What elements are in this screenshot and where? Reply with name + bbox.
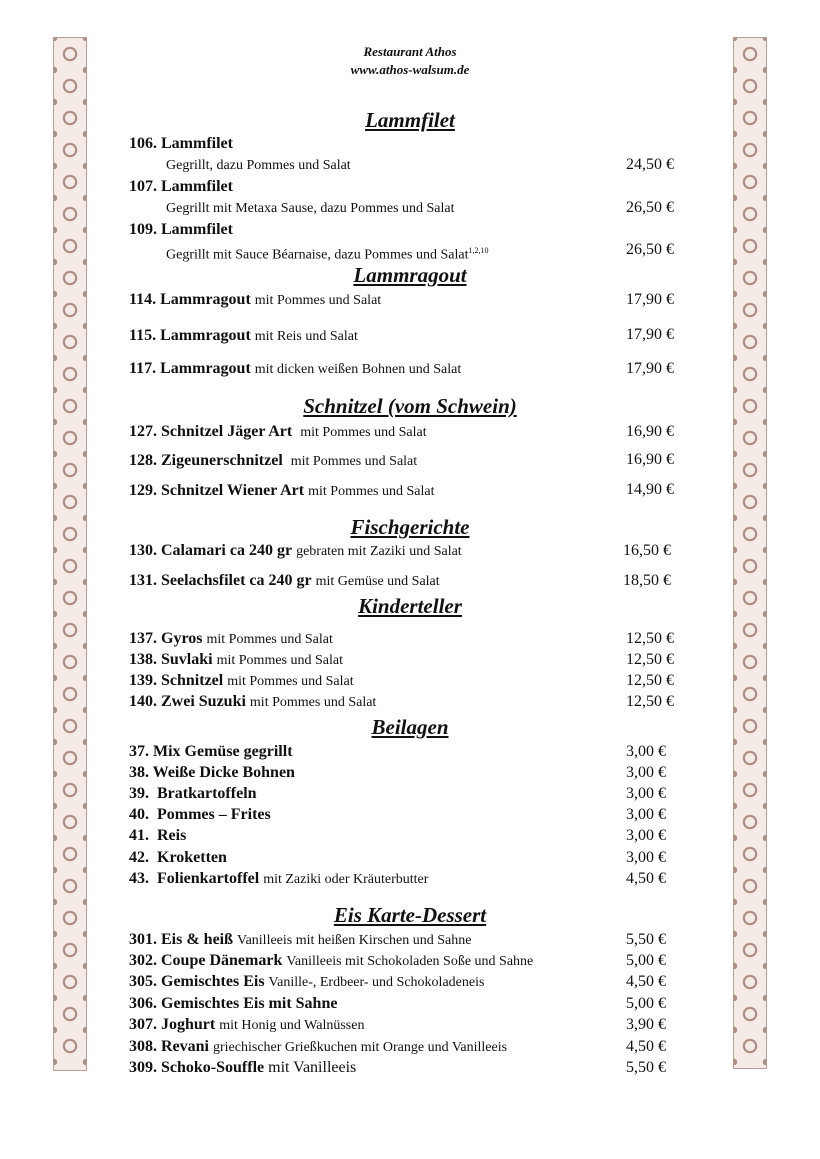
item-name: 127. Schnitzel Jäger Art	[129, 423, 293, 440]
item-price: 4,50 €	[626, 973, 666, 990]
item-name: 307. Joghurt	[129, 1016, 216, 1033]
item-name: 306. Gemischtes Eis mit Sahne	[129, 995, 338, 1012]
section-title-kinderteller: Kinderteller	[358, 594, 462, 618]
item-price: 4,50 €	[626, 1038, 666, 1055]
menu-item-127	[129, 422, 609, 443]
menu-item-117	[129, 359, 609, 380]
item-price: 3,00 €	[626, 849, 666, 866]
item-description: mit Pommes und Salat	[254, 293, 382, 308]
menu-item-305	[129, 972, 609, 993]
item-price: 14,90 €	[626, 481, 674, 498]
item-name: 309. Schoko-Souffle	[129, 1059, 265, 1076]
menu-item-139	[129, 671, 609, 692]
item-description: mit Pommes und Salat	[216, 653, 343, 668]
item-description: mit Gemüse und Salat	[315, 574, 440, 589]
restaurant-website: www.athos-walsum.de	[350, 62, 470, 77]
item-price: 3,00 €	[626, 764, 666, 781]
menu-item-42	[129, 848, 609, 868]
item-name: 130. Calamari ca 240 gr	[129, 542, 293, 559]
item-name: 308. Revani	[129, 1038, 209, 1055]
item-price: 5,00 €	[626, 952, 666, 969]
menu-item-138	[129, 650, 609, 671]
section-title-schnitzel: Schnitzel (vom Schwein)	[303, 394, 517, 418]
item-description: mit Pommes und Salat	[206, 632, 333, 647]
item-price: 12,50 €	[626, 630, 674, 647]
menu-item-302	[129, 951, 609, 972]
item-description: mit Zaziki oder Kräuterbutter	[263, 872, 429, 887]
item-price: 5,50 €	[626, 1059, 666, 1076]
menu-item-306	[129, 994, 609, 1014]
item-description: Gegrillt, dazu Pommes und Salat	[166, 158, 351, 173]
item-price: 18,50 €	[623, 572, 671, 589]
menu-item-37	[129, 742, 609, 762]
item-name: 39. Bratkartoffeln	[129, 785, 257, 802]
item-price: 16,90 €	[626, 451, 674, 468]
item-price: 17,90 €	[626, 291, 674, 308]
section-title-fischgerichte: Fischgerichte	[350, 515, 470, 539]
section-title-beilagen: Beilagen	[371, 715, 449, 739]
item-name: 40. Pommes – Frites	[129, 806, 271, 823]
item-price: 3,00 €	[626, 827, 666, 844]
item-price: 12,50 €	[626, 672, 674, 689]
item-name: 138. Suvlaki	[129, 651, 213, 668]
item-description: mit Honig und Walnüssen	[219, 1018, 365, 1033]
menu-item-301	[129, 930, 609, 951]
item-name: 139. Schnitzel	[129, 672, 224, 689]
item-description: mit Pommes und Salat	[227, 674, 354, 689]
item-price: 3,00 €	[626, 785, 666, 802]
menu-item-137	[129, 629, 609, 650]
item-description: mit Pommes und Salat	[290, 454, 418, 469]
item-description	[166, 241, 488, 266]
item-price: 3,00 €	[626, 806, 666, 823]
menu-item-38	[129, 763, 609, 783]
item-name: 38. Weiße Dicke Bohnen	[129, 764, 295, 781]
item-price: 24,50 €	[626, 156, 674, 173]
menu-item-140	[129, 692, 609, 713]
item-price: 5,00 €	[626, 995, 666, 1012]
menu-item-131	[129, 571, 609, 592]
menu-item-114	[129, 290, 609, 311]
menu-item-129	[129, 481, 609, 502]
item-price: 26,50 €	[626, 241, 674, 258]
item-name: 302. Coupe Dänemark	[129, 952, 283, 969]
item-description: gebraten mit Zaziki und Salat	[296, 544, 462, 559]
item-price: 12,50 €	[626, 693, 674, 710]
menu-item-43	[129, 869, 609, 890]
item-description: mit Reis und Salat	[254, 329, 358, 344]
item-price: 17,90 €	[626, 360, 674, 377]
item-description: Vanilleeis mit heißen Kirschen und Sahne	[237, 933, 472, 948]
menu-item-39	[129, 784, 609, 804]
item-name: 42. Kroketten	[129, 849, 227, 866]
restaurant-name: Restaurant Athos	[363, 44, 457, 59]
item-name: 129. Schnitzel Wiener Art	[129, 482, 305, 499]
item-price: 3,90 €	[626, 1016, 666, 1033]
item-name: 115. Lammragout	[129, 327, 251, 344]
item-price: 16,50 €	[623, 542, 671, 559]
item-name: 137. Gyros	[129, 630, 203, 647]
item-description: mit Vanilleeis	[268, 1059, 357, 1076]
item-name: 301. Eis & heiß	[129, 931, 234, 948]
menu-item-130	[129, 541, 609, 562]
item-description: mit Pommes und Salat	[300, 425, 427, 440]
item-name: 131. Seelachsfilet ca 240 gr	[129, 572, 312, 589]
item-name: 305. Gemischtes Eis	[129, 973, 265, 990]
item-name: 43. Folienkartoffel	[129, 870, 260, 887]
menu-item-128	[129, 451, 609, 472]
menu-item-40	[129, 805, 609, 825]
item-name: 107. Lammfilet	[129, 178, 233, 195]
item-price: 4,50 €	[626, 870, 666, 887]
item-price: 3,00 €	[626, 743, 666, 760]
decorative-border-left	[53, 37, 87, 1071]
menu-item-308	[129, 1037, 609, 1058]
item-description: Gegrillt mit Metaxa Sause, dazu Pommes und Salat	[166, 201, 455, 216]
section-title-lammfilet: Lammfilet	[365, 108, 455, 132]
section-title-lammragout: Lammragout	[353, 263, 467, 287]
menu-item-107	[129, 177, 609, 197]
section-title-eis-karte-dessert: Eis Karte-Dessert	[333, 903, 487, 927]
item-name: 128. Zigeunerschnitzel	[129, 452, 283, 469]
menu-item-115	[129, 326, 609, 347]
allergen-footnote: 1,2,10	[468, 246, 489, 255]
decorative-border-right	[733, 37, 767, 1069]
menu-item-309	[129, 1058, 609, 1078]
item-price: 5,50 €	[626, 931, 666, 948]
item-name: 109. Lammfilet	[129, 221, 233, 238]
item-description: mit dicken weißen Bohnen und Salat	[254, 362, 462, 377]
item-price: 17,90 €	[626, 326, 674, 343]
item-name: 106. Lammfilet	[129, 135, 233, 152]
item-description-text: Gegrillt mit Sauce Béarnaise, dazu Pommes und Salat	[166, 247, 469, 263]
item-name: 37. Mix Gemüse gegrillt	[129, 743, 293, 760]
item-name: 140. Zwei Suzuki	[129, 693, 246, 710]
menu-item-307	[129, 1015, 609, 1036]
menu-item-106	[129, 134, 609, 154]
menu-item-41	[129, 826, 609, 846]
item-name: 114. Lammragout	[129, 291, 251, 308]
item-name: 117. Lammragout	[129, 360, 251, 377]
menu-item-109	[129, 220, 609, 240]
item-description: Vanilleeis mit Schokoladen Soße und Sahne	[286, 954, 534, 969]
item-price: 26,50 €	[626, 199, 674, 216]
item-description: griechischer Grießkuchen mit Orange und Vanilleeis	[213, 1040, 508, 1055]
item-price: 16,90 €	[626, 423, 674, 440]
item-price: 12,50 €	[626, 651, 674, 668]
item-description: mit Pommes und Salat	[308, 484, 435, 499]
item-description: mit Pommes und Salat	[249, 695, 377, 710]
item-description: Vanille-, Erdbeer- und Schokoladeneis	[268, 975, 485, 990]
item-name: 41. Reis	[129, 827, 187, 844]
